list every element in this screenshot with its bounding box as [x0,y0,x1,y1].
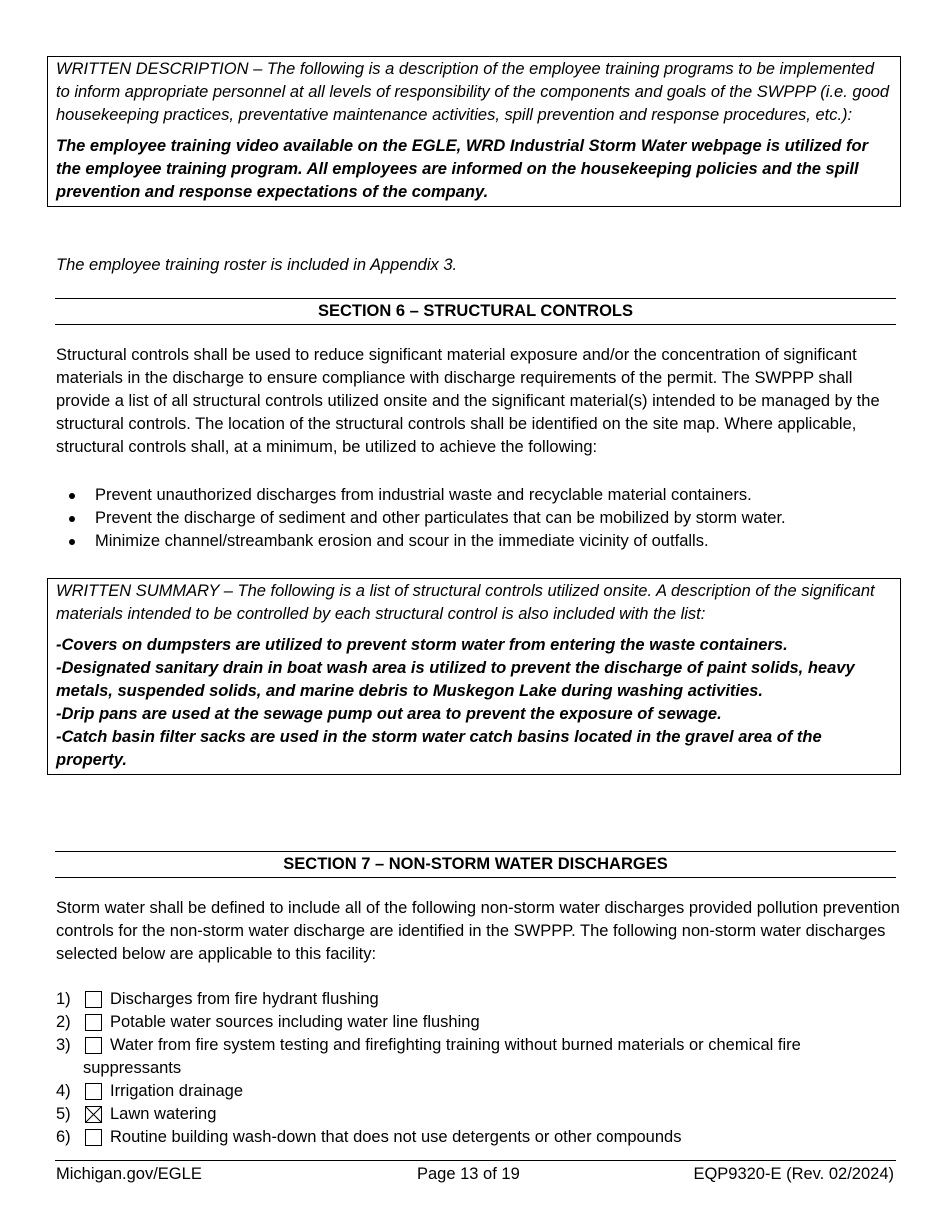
discharge-checkbox[interactable] [85,1014,102,1031]
discharge-item [56,1080,906,1103]
training-description-intro: WRITTEN DESCRIPTION – The following is a description of the employee training programs to be implemented to inform appropriate personnel at all levels of responsibility of the components and goals of the SWPPP (i.e. good housekeeping practices, preventative maintenance activities, spill prevention and response procedures, etc.): [56,60,890,124]
discharge-checkbox[interactable] [85,1083,102,1100]
structural-control-goals-list [56,484,916,553]
footer-form-number: EQP9320-E (Rev. 02/2024) [693,1165,894,1183]
item-label: Potable water sources including water line flushing [110,1013,480,1031]
discharge-checkbox[interactable] [85,991,102,1008]
item-label-continued: suppressants [83,1059,182,1077]
item-number: 1) [56,990,71,1008]
goal-item: Prevent unauthorized discharges from industrial waste and recyclable material containers. [56,484,916,507]
section-6-heading: SECTION 6 – STRUCTURAL CONTROLS [55,298,896,325]
structural-summary-items [56,634,892,772]
item-number: 3) [56,1036,71,1054]
section-7-body: Storm water shall be defined to include all of the following non-storm water discharges provided pollution prevention controls for the non-storm water discharge are identified in the SWPPP. The following non-storm water discharges selected below are applicable to this facility: [56,899,900,963]
goal-item: Minimize channel/streambank erosion and scour in the immediate vicinity of outfalls. [56,530,916,553]
summary-item: -Catch basin filter sacks are used in the storm water catch basins located in the gravel area of the property. [56,728,822,769]
item-number: 2) [56,1013,71,1031]
footer-page-number: Page 13 of 19 [417,1165,520,1183]
non-storm-discharge-list [56,988,906,1149]
structural-summary-intro: WRITTEN SUMMARY – The following is a list of structural controls utilized onsite. A description of the significant materials intended to be controlled by each structural control is also included with the list: [56,582,875,623]
discharge-item [56,1103,906,1126]
discharge-item [56,1034,906,1080]
training-description-response: The employee training video available on the EGLE, WRD Industrial Storm Water webpage is utilized for the employee training program. All employees are informed on the housekeeping policies and the spill prevention and response expectations of the company. [56,137,869,201]
section-6-body: Structural controls shall be used to reduce significant material exposure and/or the concentration of significant materials in the discharge to ensure compliance with discharge requirements of the permit. The SWPPP shall provide a list of all structural controls utilized onsite and the significant material(s) intended to be managed by the structural controls. The location of the structural controls shall be identified on the site map. Where applicable, structural controls shall, at a minimum, be utilized to achieve the following: [56,346,880,456]
training-description-box [47,56,901,207]
summary-item: -Covers on dumpsters are utilized to prevent storm water from entering the waste containers. [56,636,788,654]
footer-website: Michigan.gov/EGLE [56,1165,202,1183]
goal-item: Prevent the discharge of sediment and other particulates that can be mobilized by storm water. [56,507,916,530]
item-number: 5) [56,1105,71,1123]
section-7-heading: SECTION 7 – NON-STORM WATER DISCHARGES [55,851,896,878]
item-label: Irrigation drainage [110,1082,243,1100]
summary-item: -Drip pans are used at the sewage pump out area to prevent the exposure of sewage. [56,705,722,723]
discharge-item [56,1011,906,1034]
discharge-item [56,988,906,1011]
structural-summary-box [47,578,901,775]
item-label: Lawn watering [110,1105,217,1123]
discharge-checkbox[interactable] [85,1129,102,1146]
item-number: 4) [56,1082,71,1100]
item-label: Water from fire system testing and firefighting training without burned materials or chemical fire [110,1036,801,1054]
checkmark-x-icon [86,1107,101,1122]
training-roster-note: The employee training roster is included in Appendix 3. [56,256,458,274]
summary-item: -Designated sanitary drain in boat wash area is utilized to prevent the discharge of paint solids, heavy metals, suspended solids, and marine debris to Muskegon Lake during washing activities. [56,659,855,700]
discharge-item [56,1126,906,1149]
item-label: Routine building wash-down that does not use detergents or other compounds [110,1128,682,1146]
footer-divider [55,1160,896,1161]
discharge-checkbox[interactable] [85,1037,102,1054]
item-number: 6) [56,1128,71,1146]
discharge-checkbox-checked[interactable] [85,1106,102,1123]
item-label: Discharges from fire hydrant flushing [110,990,379,1008]
